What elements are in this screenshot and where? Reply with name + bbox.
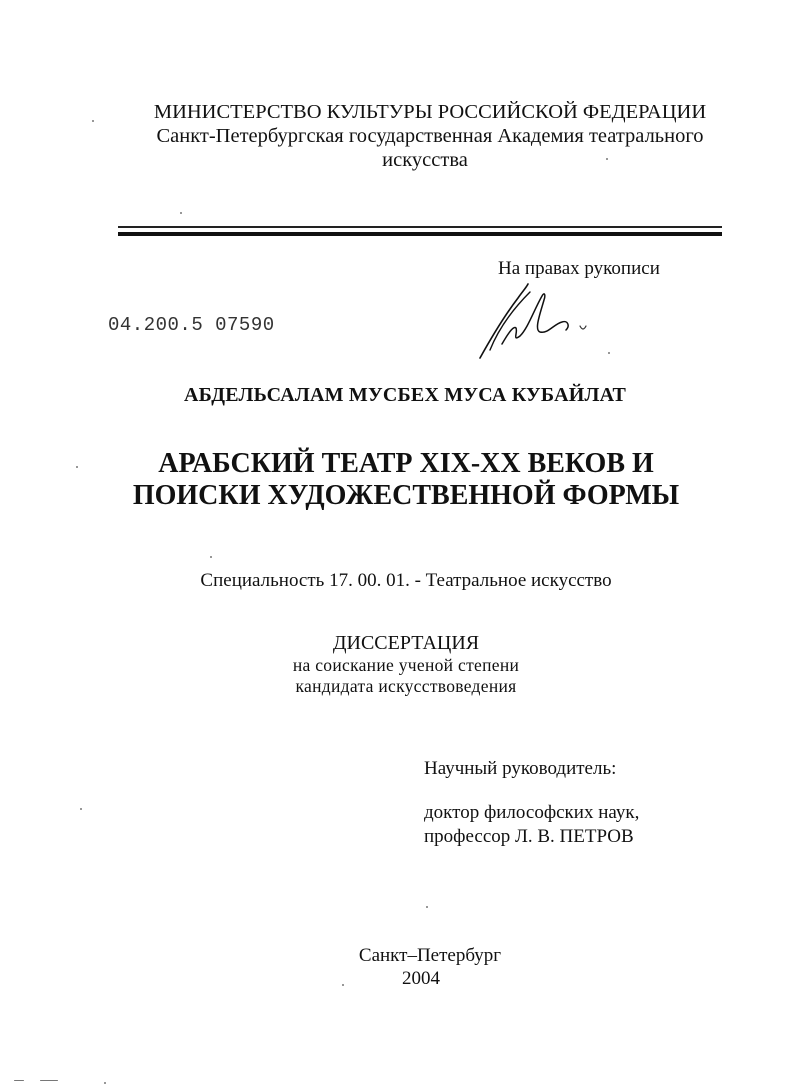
author-name: АБДЕЛЬСАЛАМ МУСБЕХ МУСА КУБАЙЛАТ xyxy=(184,384,626,406)
inventory-number: 04.200.5 07590 xyxy=(108,314,275,336)
scan-speck xyxy=(14,1080,24,1081)
scan-speck xyxy=(210,556,212,558)
header-divider-thick xyxy=(118,232,722,236)
scan-speck xyxy=(92,120,94,122)
scan-speck xyxy=(426,906,428,908)
degree-line2: кандидата искусствоведения xyxy=(295,676,517,696)
degree-line1: на соискание ученой степени xyxy=(292,655,520,675)
ministry-heading: МИНИСТЕРСТВО КУЛЬТУРЫ РОССИЙСКОЙ ФЕДЕРАЦИИ xyxy=(153,101,707,123)
city: Санкт–Петербург xyxy=(358,945,502,966)
scan-speck xyxy=(342,984,344,986)
scan-speck xyxy=(104,1082,106,1084)
specialty-line: Специальность 17. 00. 01. - Театральное искусство xyxy=(200,570,612,591)
scan-speck xyxy=(80,808,82,810)
advisor-name: профессор Л. В. ПЕТРОВ xyxy=(424,826,634,847)
academy-name-line1: Санкт-Петербургская государственная Академия театрального xyxy=(156,125,704,147)
thesis-title-line1: АРАБСКИЙ ТЕАТР XIX-XX ВЕКОВ И xyxy=(158,448,654,479)
header-divider-thin xyxy=(118,226,722,228)
scan-speck xyxy=(608,352,610,354)
scan-speck xyxy=(40,1080,58,1081)
advisor-label: Научный руководитель: xyxy=(424,758,617,779)
advisor-degree: доктор философских наук, xyxy=(424,802,640,823)
dissertation-type: ДИССЕРТАЦИЯ xyxy=(332,632,480,654)
handwritten-signature xyxy=(470,270,600,370)
academy-name-line2: искусства xyxy=(382,149,468,171)
scan-speck xyxy=(606,158,608,160)
year: 2004 xyxy=(402,968,440,989)
scan-speck xyxy=(76,466,78,468)
manuscript-rights-note: На правах рукописи xyxy=(498,258,660,279)
thesis-title-line2: ПОИСКИ ХУДОЖЕСТВЕННОЙ ФОРМЫ xyxy=(132,480,680,511)
scan-speck xyxy=(180,212,182,214)
